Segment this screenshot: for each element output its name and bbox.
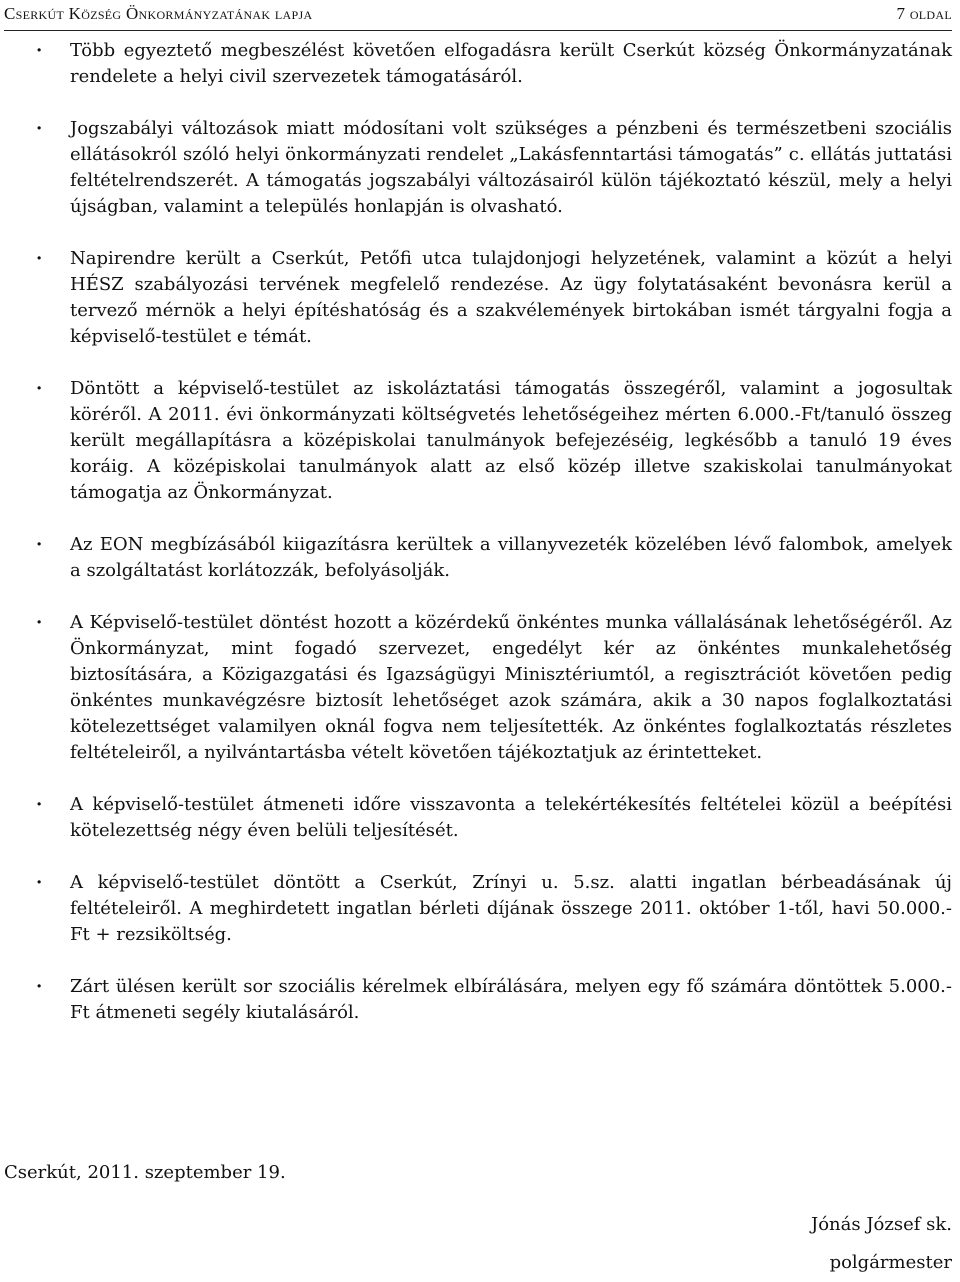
news-list: [0, 38, 952, 1052]
signer-title: polgármester: [829, 1252, 952, 1273]
bullet-icon: ·: [36, 378, 43, 399]
item-text: A képviselő-testület döntött a Cserkút, Zrínyi u. 5.sz. alatti ingatlan bérbeadásának új feltételeiről. A meghirdetett ingatlan bérleti díjának összege 2011. október 1-től, havi 50.000.-Ft + rezsiköltség.: [70, 872, 952, 945]
list-item: [0, 116, 952, 220]
list-item: [0, 870, 952, 948]
item-text: Zárt ülésen került sor szociális kérelmek elbírálására, melyen egy fő számára döntöttek 5.000.-Ft átmeneti segély kiutalásáról.: [70, 976, 952, 1023]
bullet-icon: ·: [36, 40, 43, 61]
bullet-icon: ·: [36, 534, 43, 555]
publication-title: Cserkút Község Önkormányzatának lapja: [4, 4, 313, 23]
bullet-icon: ·: [36, 976, 43, 997]
page-number: 7 oldal: [896, 4, 952, 23]
bullet-icon: ·: [36, 872, 43, 893]
signature-block: [811, 1206, 952, 1282]
list-item: [0, 974, 952, 1026]
item-text: A képviselő-testület átmeneti időre visszavonta a telekértékesítés feltételei közül a beépítési kötelezettség négy éven belüli teljesítését.: [70, 794, 952, 841]
list-item: [0, 246, 952, 350]
item-text: A Képviselő-testület döntést hozott a közérdekű önkéntes munka vállalásának lehetőségéről. Az Önkormányzat, mint fogadó szervezet, engedélyt kér az önkéntes munkalehetőség biztosítására, a Közigazgatási és Igazságügyi Minisztériumtól, a regisztrációt követően pedig önkéntes munkavégzésre biztosít lehetőséget azok számára, akik a 30 napos foglalkoztatási kötelezettséget valamilyen oknál fogva nem teljesítették. Az önkéntes foglalkoztatás részletes feltételeiről, a nyilvántartásba vételt követően tájékoztatjuk az érintetteket.: [70, 612, 952, 763]
bullet-icon: ·: [36, 794, 43, 815]
list-item: [0, 38, 952, 90]
list-item: [0, 376, 952, 506]
item-text: Napirendre került a Cserkút, Petőfi utca tulajdonjogi helyzetének, valamint a közút a helyi HÉSZ szabályozási tervének megfelelő rendezése. Az ügy folytatásaként bevonásra kerül a tervező mérnök a helyi építéshatóság és a szakvélemények birtokában ismét tárgyalni fogja a képviselő-testület e témát.: [70, 248, 952, 347]
item-text: Döntött a képviselő-testület az iskoláztatási támogatás összegéről, valamint a jogosultak köréről. A 2011. évi önkormányzati költségvetés lehetőségeihez mérten 6.000.-Ft/tanuló összeg került megállapításra a középiskolai tanulmányok befejezéséig, legkésőbb a tanuló 19 éves koráig. A középiskolai tanulmányok alatt az első közép illetve szakiskolai tanulmányokat támogatja az Önkormányzat.: [70, 378, 952, 503]
item-text: Több egyeztető megbeszélést követően elfogadásra került Cserkút község Önkormányzatának rendelete a helyi civil szervezetek támogatásáról.: [70, 40, 952, 87]
bullet-icon: ·: [36, 118, 43, 139]
list-item: [0, 792, 952, 844]
bullet-icon: ·: [36, 612, 43, 633]
signer-name: Jónás József sk.: [810, 1214, 952, 1235]
document-date: Cserkút, 2011. szeptember 19.: [4, 1162, 286, 1183]
bullet-icon: ·: [36, 248, 43, 269]
list-item: [0, 610, 952, 766]
item-text: Jogszabályi változások miatt módosítani volt szükséges a pénzbeni és természetbeni szociális ellátásokról szóló helyi önkormányzati rendelet „Lakásfenntartási támogatás” c. ellátás juttatási feltételrendszerét. A támogatás jogszabályi változásairól külön tájékoztató készül, mely a helyi újságban, valamint a település honlapján is olvasható.: [70, 118, 952, 217]
list-item: [0, 532, 952, 584]
page-header: [4, 0, 952, 31]
item-text: Az EON megbízásából kiigazításra kerültek a villanyvezeték közelében lévő falombok, amelyek a szolgáltatást korlátozzák, befolyásolják.: [70, 534, 952, 581]
